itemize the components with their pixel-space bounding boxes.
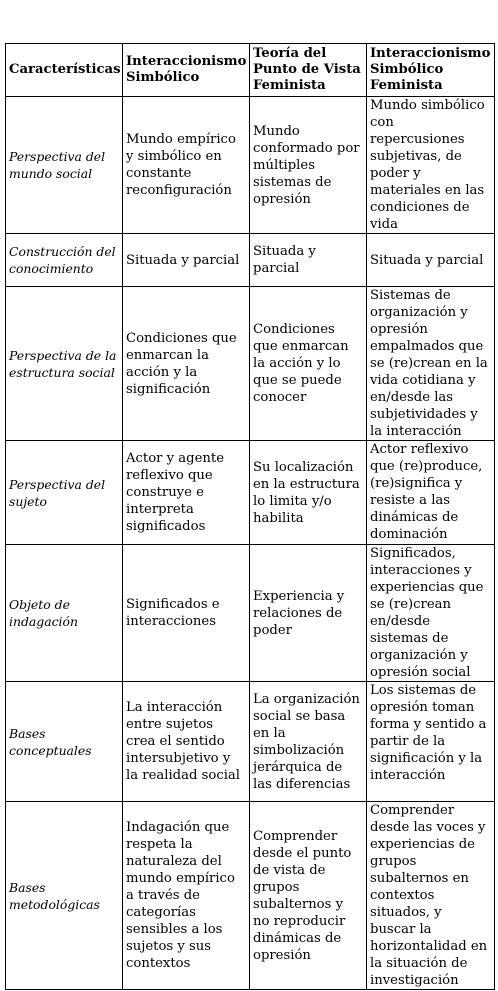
row-label: Perspectiva del mundo social	[6, 97, 123, 234]
table-cell: Comprender desde el punto de vista de grupos subalternos y no reproducir dinámicas de opresión	[250, 802, 367, 990]
row-label: Bases conceptuales	[6, 682, 123, 802]
table-row	[6, 682, 495, 802]
table-row	[6, 97, 495, 234]
table-row	[6, 802, 495, 990]
header-feminist-standpoint-theory: Teoría del Punto de Vista Feminista	[250, 44, 367, 97]
table-row	[6, 441, 495, 545]
table-cell: Mundo empírico y simbólico en constante reconfiguración	[123, 97, 250, 234]
table-cell: Mundo simbólico con repercusiones subjetivas, de poder y materiales en las condiciones de vida	[367, 97, 495, 234]
table-row	[6, 234, 495, 287]
table-cell: Situada y parcial	[123, 234, 250, 287]
table-cell: Condiciones que enmarcan la acción y lo que se puede conocer	[250, 287, 367, 441]
table-cell: Experiencia y relaciones de poder	[250, 545, 367, 682]
table-cell: Situada y parcial	[250, 234, 367, 287]
row-label: Perspectiva del sujeto	[6, 441, 123, 545]
row-label: Objeto de indagación	[6, 545, 123, 682]
table-cell: Situada y parcial	[367, 234, 495, 287]
table-cell: Comprender desde las voces y experiencias de grupos subalternos en contextos situados, y buscar la horizontalidad en la situación de investigación	[367, 802, 495, 990]
row-label: Construcción del conocimiento	[6, 234, 123, 287]
header-characteristics: Características	[6, 44, 123, 97]
table-row	[6, 545, 495, 682]
table-cell: La interacción entre sujetos crea el sentido intersubjetivo y la realidad social	[123, 682, 250, 802]
table-cell: Sistemas de organización y opresión empalmados que se (re)crean en la vida cotidiana y en/desde las subjetividades y la interacción	[367, 287, 495, 441]
table-cell: Significados, interacciones y experiencias que se (re)crean en/desde sistemas de organización y opresión social	[367, 545, 495, 682]
table-cell: Significados e interacciones	[123, 545, 250, 682]
comparison-table	[5, 43, 495, 990]
table-cell: Condiciones que enmarcan la acción y la significación	[123, 287, 250, 441]
row-label: Bases metodológicas	[6, 802, 123, 990]
table-cell: Indagación que respeta la naturaleza del mundo empírico a través de categorías sensibles a los sujetos y sus contextos	[123, 802, 250, 990]
table-cell: Su localización en la estructura lo limita y/o habilita	[250, 441, 367, 545]
header-feminist-symbolic-interactionism: Interaccionismo Simbólico Feminista	[367, 44, 495, 97]
table-cell: Actor y agente reflexivo que construye e interpreta significados	[123, 441, 250, 545]
header-symbolic-interactionism: Interaccionismo Simbólico	[123, 44, 250, 97]
row-label: Perspectiva de la estructura social	[6, 287, 123, 441]
table-row	[6, 287, 495, 441]
table-cell: Los sistemas de opresión toman forma y sentido a partir de la significación y la interacción	[367, 682, 495, 802]
header-row	[6, 44, 495, 97]
table-cell: La organización social se basa en la simbolización jerárquica de las diferencias	[250, 682, 367, 802]
table-cell: Actor reflexivo que (re)produce, (re)significa y resiste a las dinámicas de dominación	[367, 441, 495, 545]
table-cell: Mundo conformado por múltiples sistemas de opresión	[250, 97, 367, 234]
